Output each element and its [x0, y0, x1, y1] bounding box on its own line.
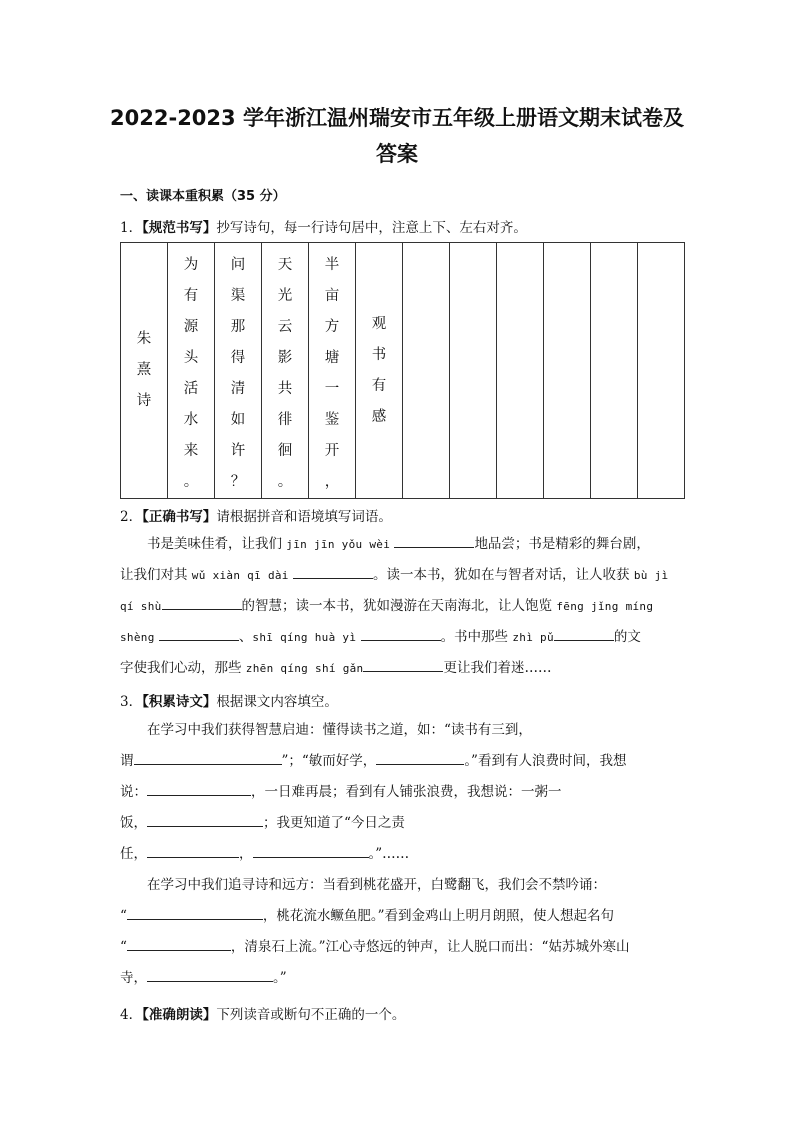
pinyin-hint: shèng — [120, 631, 155, 644]
poem-char: 开 — [324, 443, 340, 459]
passage-text: ；我更知道了“今日之责 — [263, 815, 405, 831]
passage-text: 。书中那些 — [440, 629, 513, 645]
question-text: 根据课文内容填空。 — [216, 694, 338, 710]
pinyin-hint: bù jì — [633, 569, 669, 582]
grid-cell-line-2 — [215, 243, 262, 499]
question-text: 下列读音或断句不正确的一个。 — [216, 1007, 406, 1023]
passage-text: ，一日难再晨；看到有人铺张浪费，我想说：一粥一 — [251, 784, 562, 800]
grid-cell-line-1 — [168, 243, 215, 499]
passage-text: 寺， — [120, 970, 147, 986]
question-3-prompt — [120, 690, 338, 710]
passage-text: 。” — [273, 970, 287, 986]
question-1-prompt — [120, 216, 527, 236]
page-title — [110, 100, 684, 172]
passage-text: 谓 — [120, 753, 134, 769]
passage-text: 让我们对其 — [120, 567, 192, 583]
grid-cell-empty[interactable] — [450, 243, 497, 499]
pinyin-hint: fēng jǐng míng — [556, 600, 654, 613]
passage-text: ，清泉石上流。”江心寺悠远的钟声，让人脱口而出：“姑苏城外寒山 — [230, 939, 630, 955]
answer-blank[interactable] — [554, 625, 614, 641]
poem-char: 清 — [230, 381, 246, 397]
poem-char: 如 — [230, 412, 246, 428]
poem-char: 为 — [183, 257, 199, 273]
answer-blank[interactable] — [159, 625, 239, 641]
question-number: 4． — [120, 1007, 143, 1023]
poem-char: 亩 — [324, 288, 340, 304]
title-char: 有 — [371, 377, 387, 394]
poem-char: 塘 — [324, 350, 340, 366]
grid-cell-empty[interactable] — [497, 243, 544, 499]
title-char: 感 — [371, 408, 387, 425]
question-3-passage — [120, 715, 676, 994]
poem-char: 光 — [277, 288, 293, 304]
answer-blank[interactable] — [253, 842, 369, 858]
poem-char: 云 — [277, 319, 293, 335]
question-number: 1． — [120, 220, 143, 236]
passage-text: 地品尝；书是精彩的舞台剧， — [474, 536, 650, 552]
grid-cell-empty[interactable] — [403, 243, 450, 499]
answer-blank[interactable] — [134, 749, 282, 765]
question-2-prompt — [120, 505, 392, 525]
answer-blank[interactable] — [293, 563, 373, 579]
poem-char: 天 — [277, 257, 293, 273]
grid-cell-line-3 — [262, 243, 309, 499]
pinyin-hint: zhì pǔ — [512, 631, 554, 644]
poem-char: 鉴 — [324, 412, 340, 428]
poem-char: 徘 — [277, 412, 293, 428]
passage-text: ”；“敏而好学， — [281, 753, 377, 769]
poem-char: 方 — [324, 319, 340, 335]
pinyin-hint: wǔ xiàn qī dài — [191, 569, 289, 582]
poem-char: ？ — [230, 474, 246, 490]
poem-char: 水 — [183, 412, 199, 428]
title-line-1: 2022-2023 学年浙江温州瑞安市五年级上册语文期末试卷及 — [110, 106, 684, 130]
passage-text: 。”看到有人浪费时间，我想 — [464, 753, 627, 769]
question-2-passage — [120, 529, 676, 684]
author-char: 诗 — [136, 393, 152, 409]
poem-char: 徊 — [277, 443, 293, 459]
passage-text: 任， — [120, 846, 147, 862]
grid-cell-empty[interactable] — [591, 243, 638, 499]
pinyin-hint: shī qíng huà yì — [252, 631, 357, 644]
passage-text: 。”…… — [368, 846, 410, 862]
passage-text: 说： — [120, 784, 147, 800]
poem-char: ， — [324, 474, 340, 490]
answer-blank[interactable] — [147, 966, 273, 982]
poem-char: 头 — [183, 350, 199, 366]
poem-char: 许 — [230, 443, 246, 459]
poem-char: 共 — [277, 381, 293, 397]
grid-cell-author — [121, 243, 168, 499]
question-tag: 【规范书写】 — [142, 220, 217, 236]
passage-text: 。读一本书，犹如在与智者对话，让人收获 — [373, 567, 634, 583]
answer-blank[interactable] — [127, 904, 263, 920]
poem-char: 得 — [230, 350, 246, 366]
question-number: 2． — [120, 509, 143, 525]
poem-char: 有 — [183, 288, 199, 304]
grid-cell-empty[interactable] — [638, 243, 685, 499]
question-tag: 【积累诗文】 — [142, 694, 217, 710]
answer-blank[interactable] — [127, 935, 231, 951]
answer-blank[interactable] — [147, 811, 263, 827]
author-char: 朱 — [136, 331, 152, 347]
passage-text: 在学习中我们获得智慧启迪：懂得读书之道，如：“读书有三到， — [147, 722, 532, 738]
answer-blank[interactable] — [162, 594, 242, 610]
poem-char: 来 — [183, 443, 199, 459]
passage-text: “ — [120, 908, 127, 924]
answer-blank[interactable] — [147, 842, 239, 858]
title-char: 观 — [371, 315, 387, 332]
pinyin-hint: jīn jīn yǒu wèi — [286, 538, 391, 551]
poem-char: 。 — [277, 474, 293, 490]
question-text: 抄写诗句，每一行诗句居中，注意上下、左右对齐。 — [216, 220, 527, 236]
passage-text: 的智慧；读一本书，犹如漫游在天南海北，让人饱览 — [241, 598, 557, 614]
title-line-2: 答案 — [376, 142, 418, 166]
passage-text: 更让我们着迷…… — [443, 660, 552, 676]
poem-char: 活 — [183, 381, 199, 397]
answer-blank[interactable] — [363, 656, 443, 672]
grid-cell-line-4 — [309, 243, 356, 499]
poem-char: 半 — [324, 257, 340, 273]
passage-text: “ — [120, 939, 127, 955]
poem-char: 。 — [183, 474, 199, 490]
poem-writing-grid — [120, 242, 685, 499]
author-char: 熹 — [136, 362, 152, 378]
grid-cell-empty[interactable] — [544, 243, 591, 499]
passage-text: 书是美味佳肴，让我们 — [147, 536, 287, 552]
answer-blank[interactable] — [147, 780, 251, 796]
poem-char: 那 — [230, 319, 246, 335]
passage-text: ，桃花流水鳜鱼肥。”看到金鸡山上明月朗照，使人想起名句 — [262, 908, 615, 924]
poem-char: 源 — [183, 319, 199, 335]
passage-text: ， — [239, 846, 253, 862]
passage-text: 字使我们心动，那些 — [120, 660, 246, 676]
passage-text: 、 — [238, 629, 253, 645]
title-char: 书 — [371, 346, 387, 363]
poem-char: 影 — [277, 350, 293, 366]
section-heading: 一、读课本重积累（35 分） — [120, 189, 286, 204]
grid-cell-poem-title — [356, 243, 403, 499]
answer-blank[interactable] — [361, 625, 441, 641]
pinyin-hint: zhēn qíng shí gǎn — [245, 662, 364, 675]
poem-char: 问 — [230, 257, 246, 273]
question-tag: 【准确朗读】 — [142, 1007, 217, 1023]
poem-char: 渠 — [230, 288, 246, 304]
question-text: 请根据拼音和语境填写词语。 — [216, 509, 392, 525]
answer-blank[interactable] — [394, 532, 474, 548]
passage-text: 的文 — [613, 629, 641, 645]
passage-text: 饭， — [120, 815, 147, 831]
question-number: 3． — [120, 694, 143, 710]
question-4-prompt — [120, 1003, 405, 1023]
passage-text: 在学习中我们追寻诗和远方：当看到桃花盛开，白鹭翻飞，我们会不禁吟诵： — [147, 877, 606, 893]
answer-blank[interactable] — [376, 749, 464, 765]
pinyin-hint: qí shù — [120, 600, 162, 613]
question-tag: 【正确书写】 — [142, 509, 217, 525]
poem-char: 一 — [324, 381, 340, 397]
